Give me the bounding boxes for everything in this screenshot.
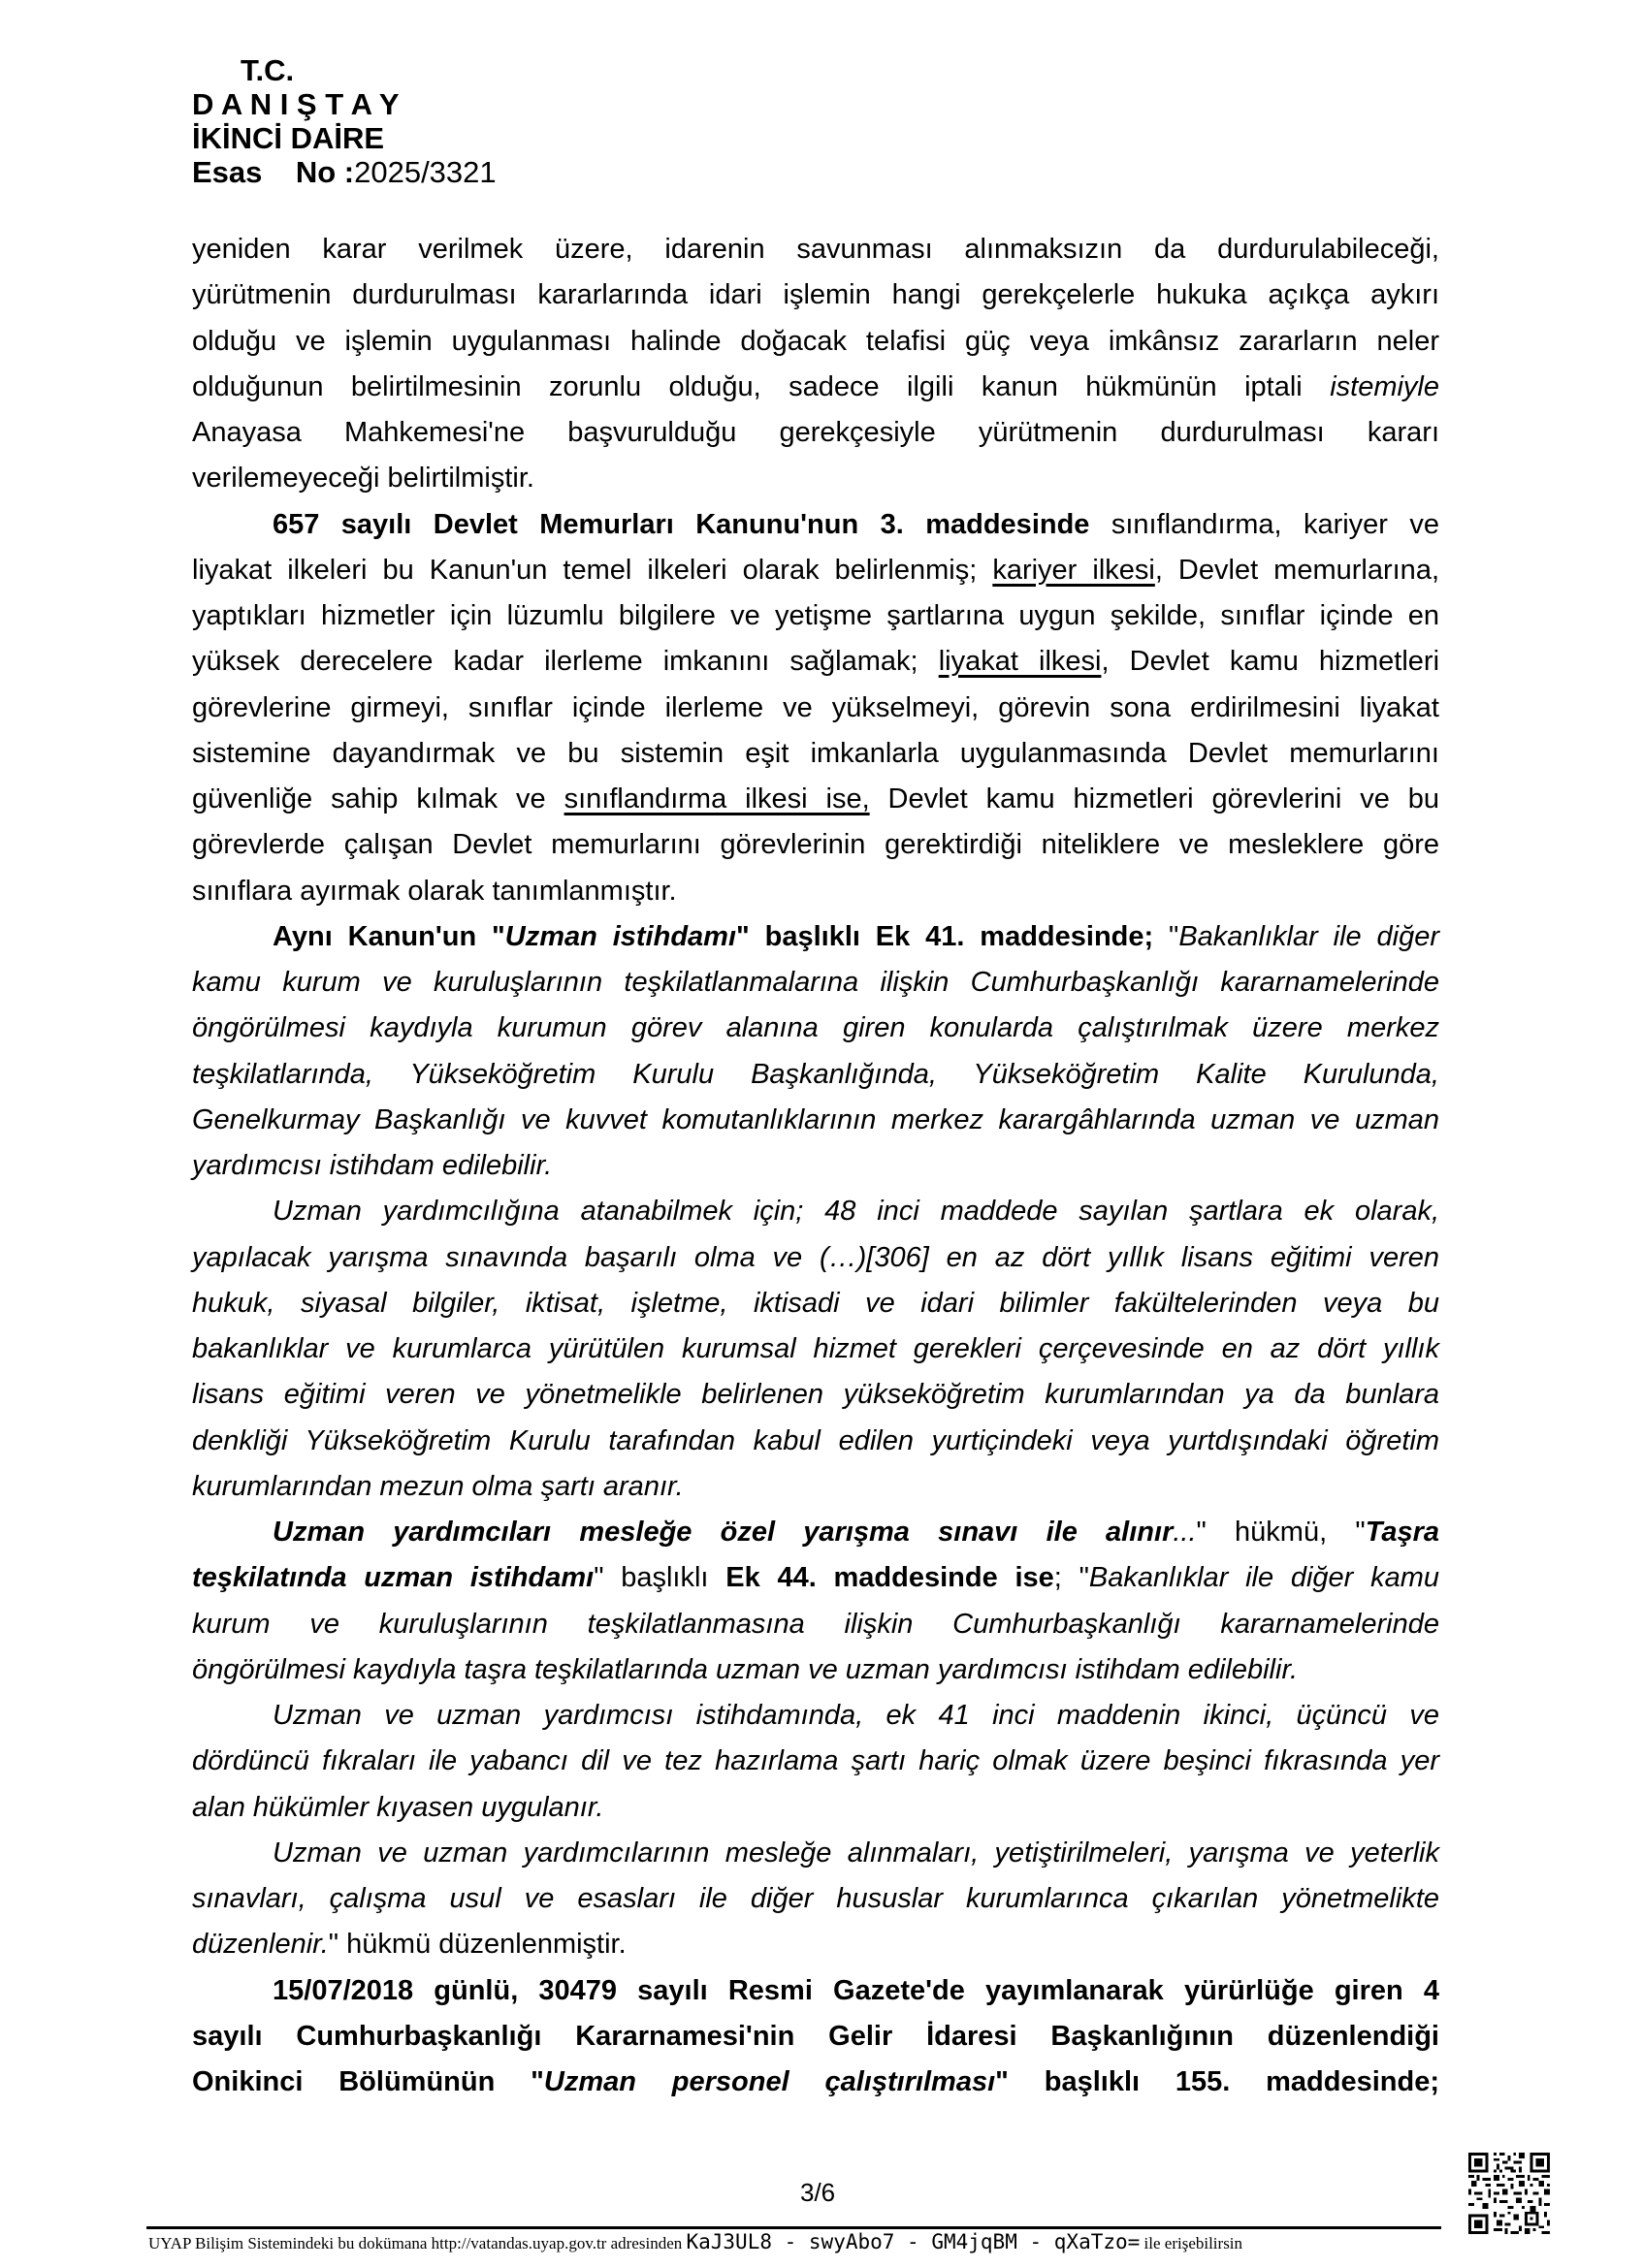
text-line bbox=[192, 777, 1439, 822]
text-segment: Uzman yardımcılığına atanabilmek için; 48 inci maddede sayılan şartlara ek olarak, bbox=[273, 1196, 1439, 1228]
text-segment: " hükmü, " bbox=[1196, 1517, 1366, 1548]
footer-divider bbox=[146, 2226, 1441, 2229]
text-segment: istemiyle bbox=[1330, 370, 1439, 402]
text-segment: bakanlıklar ve kurumlarca yürütülen kurumsal hizmet gerekleri çerçevesinde en az dört yıllık bbox=[192, 1333, 1439, 1364]
text-segment: Devlet kamu hizmetleri görevlerini ve bu bbox=[869, 783, 1439, 815]
footer-prefix: UYAP Bilişim Sistemindeki bu dokümana http://vatandas.uyap.gov.tr adresinden bbox=[148, 2234, 687, 2252]
paragraph bbox=[192, 1831, 1439, 1968]
text-segment: sınavları, çalışma usul ve esasları ile diğer hususlar kurumlarınca çıkarılan yönetmelikte bbox=[192, 1883, 1439, 1914]
text-line bbox=[192, 548, 1439, 593]
text-segment: sayılı Cumhurbaşkanlığı Kararnamesi'nin Gelir İdaresi Başkanlığının düzenlendiği bbox=[192, 2020, 1439, 2052]
text-segment: Uzman istihdamı bbox=[504, 920, 737, 952]
text-segment: " başlıklı 155. maddesinde; bbox=[995, 2066, 1440, 2097]
text-line bbox=[192, 2060, 1439, 2105]
text-line bbox=[192, 1189, 1439, 1234]
text-segment: sınıflara ayırmak olarak tanımlanmıştır. bbox=[192, 875, 677, 907]
header-chamber: İKİNCİ DAİRE bbox=[192, 121, 385, 155]
text-segment: görevlerine girmeyi, sınıflar içinde ilerleme ve yükselmeyi, görevin sona erdirilmesini liyakat bbox=[192, 691, 1439, 723]
text-segment: güvenliğe sahip kılmak ve bbox=[192, 783, 564, 815]
text-segment: " bbox=[1153, 920, 1179, 952]
page-number: 3/6 bbox=[800, 2178, 836, 2207]
text-segment: " başlıklı bbox=[594, 1562, 726, 1594]
header-esas-no bbox=[192, 155, 497, 189]
text-segment: Bakanlıklar ile diğer kamu bbox=[1088, 1562, 1439, 1594]
text-line bbox=[192, 1419, 1439, 1464]
text-line bbox=[192, 1968, 1439, 2014]
text-line bbox=[192, 731, 1439, 777]
esas-value: 2025/3321 bbox=[354, 155, 497, 189]
text-segment: Taşra bbox=[1365, 1517, 1439, 1548]
header-court: D A N I Ş T A Y bbox=[192, 87, 400, 121]
text-line bbox=[192, 502, 1439, 548]
text-segment: öngörülmesi kaydıyla kurumun görev alanına giren konularda çalıştırılmak üzere merkez bbox=[192, 1012, 1439, 1044]
text-segment: " hükmü düzenlenmiştir. bbox=[328, 1929, 627, 1961]
text-segment: Uzman personel çalıştırılması bbox=[543, 2066, 996, 2097]
text-line bbox=[192, 639, 1439, 685]
text-line bbox=[192, 1326, 1439, 1372]
text-segment: Aynı Kanun'un " bbox=[273, 920, 505, 952]
underlined-term: kariyer ilkesi bbox=[992, 554, 1155, 586]
text-segment: olduğu ve işlemin uygulanması halinde doğacak telafisi güç veya imkânsız zararların neler bbox=[192, 325, 1439, 357]
text-segment: kurumlarından mezun olma şartı aranır. bbox=[192, 1470, 684, 1502]
text-segment: hukuk, siyasal bilgiler, iktisat, işletme, iktisadi ve idari bilimler fakültelerinden veya bu bbox=[192, 1287, 1439, 1319]
text-segment: " başlıklı Ek 41. maddesinde; bbox=[736, 920, 1154, 952]
text-line bbox=[192, 1647, 1439, 1693]
text-segment: Bakanlıklar ile diğer bbox=[1178, 920, 1439, 952]
text-segment: Onikinci Bölümünün " bbox=[192, 2066, 544, 2097]
text-segment: lisans eğitimi veren ve yönetmelikle belirlenen yükseköğretim kurumlarından ya da bunlara bbox=[192, 1379, 1439, 1411]
text-segment: alan hükümler kıyasen uygulanır. bbox=[192, 1791, 604, 1823]
document-body bbox=[192, 227, 1439, 2105]
text-line bbox=[192, 822, 1439, 868]
access-code: KaJ3UL8 - swyAbo7 - GM4jqBM - qXaTzo= bbox=[686, 2230, 1141, 2253]
text-segment: sınıflandırma, kariyer ve bbox=[1089, 508, 1440, 540]
text-line bbox=[192, 1739, 1439, 1784]
text-segment: yürütmenin durdurulması kararlarında idari işlemin hangi gerekçelerle hukuka açıkça aykırı bbox=[192, 279, 1439, 311]
header-tc: T.C. bbox=[241, 53, 295, 87]
text-segment: ; " bbox=[1053, 1562, 1089, 1594]
text-segment: denkliği Yükseköğretim Kurulu tarafından kabul edilen yurtiçindeki veya yurtdışındaki öğretim bbox=[192, 1424, 1439, 1456]
text-segment: yüksek derecelere kadar ilerleme imkanını sağlamak; bbox=[192, 646, 939, 678]
text-segment: öngörülmesi kaydıyla taşra teşkilatlarında uzman ve uzman yardımcısı istihdam edilebilir. bbox=[192, 1653, 1299, 1685]
paragraph bbox=[192, 1189, 1439, 1510]
text-segment: sistemine dayandırmak ve bu sistemin eşit imkanlarla uygulanmasında Devlet memurlarını bbox=[192, 737, 1439, 769]
text-segment: teşkilatında uzman istihdamı bbox=[192, 1562, 595, 1594]
text-line bbox=[192, 1785, 1439, 1831]
text-segment: 657 sayılı Devlet Memurları Kanunu'nun 3. maddesinde bbox=[273, 508, 1090, 540]
text-segment: dördüncü fıkraları ile yabancı dil ve tez hazırlama şartı hariç olmak üzere beşinci fıkrasında yer bbox=[192, 1745, 1439, 1777]
text-segment: Uzman ve uzman yardımcısı istihdamında, ek 41 inci maddenin ikinci, üçüncü ve bbox=[273, 1700, 1439, 1731]
paragraph bbox=[192, 1968, 1439, 2106]
text-line bbox=[192, 1052, 1439, 1098]
footer-verification-text bbox=[148, 2230, 1242, 2255]
text-line bbox=[192, 1372, 1439, 1418]
text-line bbox=[192, 593, 1439, 639]
text-line bbox=[192, 914, 1439, 960]
qr-code-icon bbox=[1468, 2153, 1550, 2234]
text-line bbox=[192, 272, 1439, 318]
text-line bbox=[192, 1922, 1439, 1967]
document-header bbox=[192, 53, 497, 189]
text-line bbox=[192, 2014, 1439, 2060]
text-segment: kamu kurum ve kuruluşlarının teşkilatlanmalarına ilişkin Cumhurbaşkanlığı kararnamelerinde bbox=[192, 967, 1439, 998]
text-segment: kurum ve kuruluşlarının teşkilatlanmasına ilişkin Cumhurbaşkanlığı kararnamelerinde bbox=[192, 1608, 1439, 1640]
text-line bbox=[192, 227, 1439, 272]
text-segment: yaptıkları hizmetler için lüzumlu bilgilere ve yetişme şartlarına uygun şekilde, sınıflar içinde en bbox=[192, 600, 1439, 631]
text-line bbox=[192, 1281, 1439, 1326]
text-segment: , Devlet kamu hizmetleri bbox=[1101, 646, 1440, 678]
underlined-term: sınıflandırma ilkesi ise, bbox=[563, 783, 870, 815]
text-segment: görevlerde çalışan Devlet memurlarını görevlerinin gerektirdiği niteliklere ve mesleklere göre bbox=[192, 829, 1439, 861]
text-line bbox=[192, 1876, 1439, 1922]
footer-suffix: ile erişebilirsin bbox=[1140, 2234, 1243, 2252]
text-segment: Uzman ve uzman yardımcılarının mesleğe alınmaları, yetiştirilmeleri, yarışma ve yeterlik bbox=[273, 1837, 1439, 1869]
text-segment: Genelkurmay Başkanlığı ve kuvvet komutanlıklarının merkez karargâhlarında uzman ve uzman bbox=[192, 1103, 1439, 1135]
text-line bbox=[192, 410, 1439, 456]
text-segment: , Devlet memurlarına, bbox=[1154, 554, 1440, 586]
paragraph bbox=[192, 227, 1439, 502]
text-line bbox=[192, 319, 1439, 365]
text-line bbox=[192, 456, 1439, 501]
text-segment: Uzman yardımcıları mesleğe özel yarışma sınavı ile alınır bbox=[273, 1517, 1174, 1548]
text-line bbox=[192, 1098, 1439, 1143]
text-line bbox=[192, 1602, 1439, 1647]
text-line bbox=[192, 869, 1439, 914]
paragraph bbox=[192, 1510, 1439, 1693]
text-segment: liyakat ilkeleri bu Kanun'un temel ilkeleri olarak belirlenmiş; bbox=[192, 554, 993, 586]
text-segment: olduğunun belirtilmesinin zorunlu olduğu, sadece ilgili kanun hükmünün iptali bbox=[192, 370, 1331, 402]
text-segment: yeniden karar verilmek üzere, idarenin savunması alınmaksızın da durdurulabileceği, bbox=[192, 234, 1439, 265]
text-segment: Anayasa Mahkemesi'ne başvurulduğu gerekçesiyle yürütmenin durdurulması kararı bbox=[192, 417, 1439, 448]
text-segment: ... bbox=[1173, 1517, 1197, 1548]
text-line bbox=[192, 960, 1439, 1006]
text-line bbox=[192, 1510, 1439, 1555]
text-segment: Ek 44. maddesinde ise bbox=[725, 1562, 1054, 1594]
paragraph bbox=[192, 914, 1439, 1190]
text-segment: 15/07/2018 günlü, 30479 sayılı Resmi Gazete'de yayımlanarak yürürlüğe giren 4 bbox=[273, 1974, 1439, 2006]
text-line bbox=[192, 1831, 1439, 1876]
text-line bbox=[192, 1235, 1439, 1281]
paragraph bbox=[192, 1693, 1439, 1831]
text-line bbox=[192, 365, 1439, 410]
paragraph bbox=[192, 502, 1439, 914]
underlined-term: liyakat ilkesi bbox=[938, 646, 1102, 678]
text-line bbox=[192, 1143, 1439, 1189]
text-segment: yardımcısı istihdam edilebilir. bbox=[192, 1150, 553, 1181]
text-segment: düzenlenir. bbox=[192, 1929, 329, 1961]
text-line bbox=[192, 1464, 1439, 1510]
text-segment: verilemeyeceği belirtilmiştir. bbox=[192, 463, 534, 495]
text-line bbox=[192, 1693, 1439, 1739]
text-line bbox=[192, 686, 1439, 731]
text-segment: teşkilatlarında, Yükseköğretim Kurulu Başkanlığında, Yükseköğretim Kalite Kurulunda, bbox=[192, 1058, 1439, 1090]
esas-label: Esas No : bbox=[192, 155, 355, 189]
text-line bbox=[192, 1006, 1439, 1051]
text-segment: yapılacak yarışma sınavında başarılı olma ve (…)[306] en az dört yıllık lisans eğitimi veren bbox=[192, 1241, 1439, 1273]
text-line bbox=[192, 1555, 1439, 1601]
